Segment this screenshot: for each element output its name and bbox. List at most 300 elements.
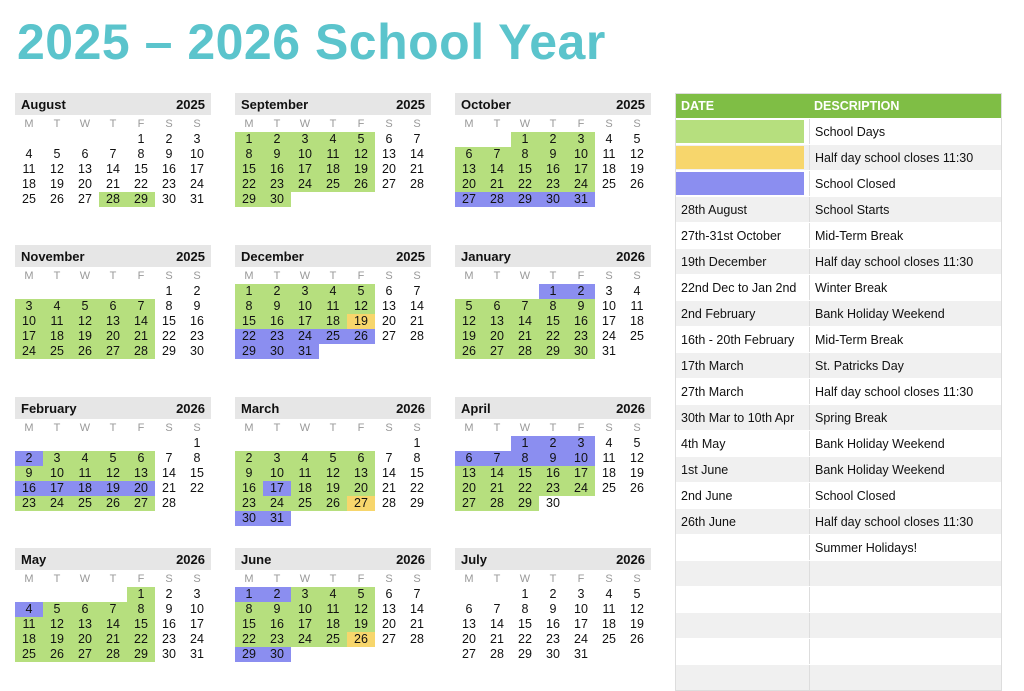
- weekday-label: T: [109, 117, 117, 130]
- day-cell: 29: [127, 192, 155, 207]
- day-cell: 22: [410, 481, 424, 495]
- empty-cell: [155, 436, 183, 451]
- legend-header-description: DESCRIPTION: [814, 99, 900, 113]
- day-cell: 30: [539, 192, 567, 207]
- day-cell: 6: [99, 299, 127, 314]
- month-name: October: [461, 96, 511, 112]
- day-cell: 1: [413, 436, 421, 450]
- day-cell: 17: [15, 329, 43, 344]
- day-cell: 11: [15, 617, 43, 632]
- day-cell: 30: [162, 647, 176, 661]
- event-description: Bank Holiday Weekend: [809, 431, 1001, 456]
- color-swatch: [676, 120, 804, 143]
- weekday-label: M: [24, 421, 34, 434]
- day-cell: 2: [263, 587, 291, 602]
- day-cell: 11: [71, 466, 99, 481]
- day-cell: 25: [43, 344, 71, 359]
- day-cell: 22: [235, 329, 263, 344]
- day-cell: 1: [193, 436, 201, 450]
- weekday-label: F: [137, 117, 145, 130]
- day-cell: 22: [511, 177, 539, 192]
- day-cell: 5: [347, 284, 375, 299]
- day-cell: 20: [382, 314, 396, 328]
- day-cell: 23: [263, 632, 291, 647]
- weekday-label: W: [519, 572, 531, 585]
- day-cell: 8: [521, 602, 529, 616]
- day-cell: 29: [127, 647, 155, 662]
- day-cell: 12: [99, 466, 127, 481]
- day-cell: 23: [539, 481, 567, 496]
- weekday-label: W: [79, 572, 91, 585]
- day-cell: 1: [235, 587, 263, 602]
- day-cell: 2: [567, 284, 595, 299]
- month-november: [15, 245, 211, 359]
- day-cell: 9: [549, 602, 557, 616]
- day-cell: 26: [71, 344, 99, 359]
- day-cell: 12: [50, 162, 64, 176]
- month-header: [455, 397, 651, 419]
- weekday-label: M: [24, 572, 34, 585]
- day-grid: [455, 436, 651, 511]
- day-cell: 15: [162, 314, 176, 328]
- day-cell: 5: [99, 451, 127, 466]
- weekday-label: T: [329, 572, 337, 585]
- event-date: 28th August: [681, 202, 748, 217]
- day-cell: 11: [43, 314, 71, 329]
- month-year: 2026: [616, 551, 645, 567]
- empty-cell: [43, 132, 71, 147]
- event-date: 27th-31st October: [681, 228, 782, 243]
- day-cell: 4: [291, 451, 319, 466]
- legend-key-row: [676, 118, 1001, 144]
- month-year: 2026: [396, 551, 425, 567]
- day-cell: 27: [71, 647, 99, 662]
- day-cell: 28: [410, 632, 424, 646]
- legend-event-row: [676, 560, 1001, 586]
- month-year: 2026: [616, 400, 645, 416]
- day-cell: 26: [630, 632, 644, 646]
- day-cell: 24: [602, 329, 616, 343]
- event-date: 1st June: [681, 462, 729, 477]
- weekday-label: F: [357, 421, 365, 434]
- event-description: School Starts: [809, 197, 1001, 222]
- day-cell: 19: [347, 162, 375, 177]
- day-cell: 18: [22, 177, 36, 191]
- day-cell: 30: [235, 511, 263, 526]
- empty-cell: [15, 284, 43, 299]
- day-cell: 7: [483, 451, 511, 466]
- day-cell: 18: [319, 314, 347, 329]
- weekday-label: T: [329, 421, 337, 434]
- day-cell: 17: [574, 617, 588, 631]
- day-cell: 22: [190, 481, 204, 495]
- month-header: [15, 245, 211, 267]
- empty-cell: [71, 132, 99, 147]
- day-cell: 29: [162, 344, 176, 358]
- weekday-row: [455, 115, 651, 132]
- day-cell: 27: [483, 344, 511, 359]
- day-cell: 20: [462, 632, 476, 646]
- day-cell: 25: [15, 647, 43, 662]
- day-cell: 3: [15, 299, 43, 314]
- day-grid: [15, 132, 211, 207]
- day-cell: 17: [190, 162, 204, 176]
- day-cell: 25: [602, 481, 616, 495]
- weekday-label: F: [357, 572, 365, 585]
- day-cell: 25: [22, 192, 36, 206]
- day-cell: 23: [235, 496, 263, 511]
- day-cell: 20: [455, 481, 483, 496]
- day-cell: 13: [483, 314, 511, 329]
- empty-cell: [263, 436, 291, 451]
- day-cell: 1: [521, 587, 529, 601]
- day-cell: 21: [127, 329, 155, 344]
- day-cell: 27: [455, 496, 483, 511]
- day-cell: 12: [71, 314, 99, 329]
- weekday-label: S: [413, 421, 421, 434]
- weekday-label: S: [165, 572, 173, 585]
- day-cell: 1: [235, 132, 263, 147]
- month-april: [455, 397, 651, 511]
- day-cell: 4: [25, 147, 33, 161]
- weekday-label: S: [193, 572, 201, 585]
- day-cell: 16: [567, 314, 595, 329]
- day-cell: 16: [162, 617, 176, 631]
- day-cell: 22: [235, 632, 263, 647]
- month-year: 2025: [176, 96, 205, 112]
- day-cell: 31: [190, 647, 204, 661]
- month-year: 2026: [396, 400, 425, 416]
- day-cell: 9: [235, 466, 263, 481]
- legend-event-row: [676, 638, 1001, 664]
- day-cell: 7: [413, 132, 421, 146]
- weekday-label: F: [577, 117, 585, 130]
- weekday-label: T: [549, 421, 557, 434]
- month-name: December: [241, 248, 304, 264]
- month-header: [15, 397, 211, 419]
- empty-cell: [483, 132, 511, 147]
- day-cell: 10: [291, 147, 319, 162]
- month-header: [455, 93, 651, 115]
- legend-event-row: [676, 326, 1001, 352]
- day-cell: 19: [99, 481, 127, 496]
- empty-cell: [455, 587, 483, 602]
- event-description: Half day school closes 11:30: [809, 249, 1001, 274]
- month-name: February: [21, 400, 77, 416]
- day-cell: 25: [630, 329, 644, 343]
- day-cell: 14: [382, 466, 396, 480]
- day-cell: 9: [193, 299, 201, 313]
- day-cell: 6: [455, 147, 483, 162]
- day-cell: 10: [190, 147, 204, 161]
- day-cell: 14: [410, 602, 424, 616]
- day-cell: 15: [127, 617, 155, 632]
- day-cell: 3: [567, 132, 595, 147]
- day-cell: 9: [165, 602, 173, 616]
- day-cell: 4: [605, 132, 613, 146]
- day-cell: 27: [127, 496, 155, 511]
- month-header: [235, 245, 431, 267]
- day-cell: 2: [539, 132, 567, 147]
- day-cell: 28: [511, 344, 539, 359]
- day-cell: 18: [71, 481, 99, 496]
- weekday-label: T: [549, 572, 557, 585]
- weekday-label: W: [519, 269, 531, 282]
- day-cell: 29: [235, 344, 263, 359]
- day-cell: 11: [602, 147, 616, 161]
- legend-event-row: [676, 378, 1001, 404]
- day-cell: 27: [99, 344, 127, 359]
- event-description: Half day school closes 11:30: [809, 379, 1001, 404]
- month-year: 2026: [176, 551, 205, 567]
- legend-event-row: [676, 248, 1001, 274]
- month-september: [235, 93, 431, 207]
- month-name: January: [461, 248, 511, 264]
- day-cell: 1: [511, 436, 539, 451]
- day-cell: 16: [263, 617, 291, 632]
- weekday-label: S: [633, 269, 641, 282]
- day-cell: 23: [263, 329, 291, 344]
- empty-cell: [127, 436, 155, 451]
- legend-key-label: School Days: [809, 119, 1001, 144]
- day-cell: 13: [71, 617, 99, 632]
- month-december: [235, 245, 431, 359]
- event-date: [676, 665, 809, 690]
- day-cell: 15: [134, 162, 148, 176]
- day-cell: 12: [347, 299, 375, 314]
- day-cell: 19: [630, 617, 644, 631]
- day-cell: 29: [539, 344, 567, 359]
- legend-event-row: [676, 404, 1001, 430]
- day-grid: [455, 587, 651, 662]
- day-cell: 9: [263, 147, 291, 162]
- event-description: Spring Break: [809, 405, 1001, 430]
- day-cell: 31: [263, 511, 291, 526]
- day-cell: 24: [291, 177, 319, 192]
- weekday-label: S: [413, 269, 421, 282]
- event-date: 17th March: [681, 358, 744, 373]
- day-cell: 13: [382, 147, 396, 161]
- day-cell: 21: [483, 481, 511, 496]
- day-cell: 13: [455, 162, 483, 177]
- day-cell: 7: [109, 147, 117, 161]
- day-cell: 26: [347, 329, 375, 344]
- day-cell: 5: [633, 436, 641, 450]
- empty-cell: [15, 436, 43, 451]
- day-cell: 30: [263, 192, 291, 207]
- day-cell: 26: [347, 177, 375, 192]
- day-cell: 6: [483, 299, 511, 314]
- event-date: 19th December: [681, 254, 767, 269]
- weekday-label: M: [244, 117, 254, 130]
- day-cell: 26: [50, 192, 64, 206]
- legend-swatch-cell: [676, 171, 809, 196]
- event-date: [676, 613, 809, 638]
- legend-key-label: School Closed: [809, 171, 1001, 196]
- day-cell: 28: [382, 496, 396, 510]
- day-cell: 2: [549, 587, 557, 601]
- day-cell: 4: [319, 284, 347, 299]
- day-cell: 27: [382, 632, 396, 646]
- day-cell: 23: [162, 632, 176, 646]
- day-cell: 26: [319, 496, 347, 511]
- month-year: 2025: [396, 248, 425, 264]
- day-cell: 9: [567, 299, 595, 314]
- legend-event-row: [676, 586, 1001, 612]
- month-name: July: [461, 551, 488, 567]
- weekday-label: S: [385, 572, 393, 585]
- weekday-label: M: [244, 269, 254, 282]
- event-date: 2nd June: [681, 488, 733, 503]
- weekday-label: W: [299, 421, 311, 434]
- day-cell: 12: [319, 466, 347, 481]
- weekday-label: F: [137, 269, 145, 282]
- legend-event-row: [676, 300, 1001, 326]
- day-cell: 9: [263, 602, 291, 617]
- day-cell: 2: [263, 132, 291, 147]
- day-cell: 16: [263, 314, 291, 329]
- day-cell: 14: [99, 617, 127, 632]
- day-cell: 24: [190, 177, 204, 191]
- weekday-label: S: [605, 117, 613, 130]
- day-cell: 10: [574, 602, 588, 616]
- day-cell: 2: [193, 284, 201, 298]
- day-cell: 10: [190, 602, 204, 616]
- day-cell: 21: [410, 162, 424, 176]
- weekday-label: T: [549, 117, 557, 130]
- day-cell: 16: [539, 466, 567, 481]
- day-cell: 11: [22, 162, 36, 176]
- legend-table: [675, 93, 1002, 691]
- day-cell: 18: [15, 632, 43, 647]
- day-cell: 14: [511, 314, 539, 329]
- day-cell: 22: [511, 481, 539, 496]
- day-cell: 21: [99, 632, 127, 647]
- weekday-label: M: [464, 421, 474, 434]
- day-cell: 2: [539, 436, 567, 451]
- legend-key-row: [676, 170, 1001, 196]
- day-cell: 12: [630, 147, 644, 161]
- weekday-label: S: [633, 117, 641, 130]
- day-cell: 11: [319, 147, 347, 162]
- day-cell: 12: [630, 602, 644, 616]
- day-cell: 7: [483, 147, 511, 162]
- weekday-label: M: [244, 421, 254, 434]
- day-cell: 13: [382, 299, 396, 313]
- weekday-row: [235, 267, 431, 284]
- event-date: [676, 561, 809, 586]
- day-cell: 19: [347, 314, 375, 329]
- event-description: [809, 665, 1001, 690]
- day-cell: 29: [235, 647, 263, 662]
- weekday-label: T: [493, 421, 501, 434]
- weekday-row: [455, 570, 651, 587]
- day-cell: 15: [235, 617, 263, 632]
- day-cell: 30: [546, 496, 560, 510]
- day-cell: 29: [511, 496, 539, 511]
- event-description: [809, 639, 1001, 664]
- month-name: November: [21, 248, 85, 264]
- day-cell: 14: [127, 314, 155, 329]
- day-cell: 28: [99, 647, 127, 662]
- day-cell: 26: [630, 481, 644, 495]
- event-description: Mid-Term Break: [809, 223, 1001, 248]
- day-cell: 7: [99, 602, 127, 617]
- day-cell: 19: [630, 162, 644, 176]
- day-cell: 4: [15, 602, 43, 617]
- weekday-label: M: [464, 269, 474, 282]
- day-cell: 11: [602, 451, 616, 465]
- weekday-label: W: [299, 269, 311, 282]
- day-cell: 26: [347, 632, 375, 647]
- event-description: St. Patricks Day: [809, 353, 1001, 378]
- day-cell: 8: [235, 299, 263, 314]
- day-cell: 15: [518, 617, 532, 631]
- day-cell: 29: [410, 496, 424, 510]
- day-cell: 17: [567, 466, 595, 481]
- day-cell: 28: [410, 177, 424, 191]
- empty-cell: [99, 284, 127, 299]
- empty-cell: [15, 587, 43, 602]
- day-cell: 4: [319, 132, 347, 147]
- weekday-label: S: [633, 421, 641, 434]
- weekday-label: M: [24, 269, 34, 282]
- day-cell: 20: [455, 177, 483, 192]
- event-date: 27th March: [681, 384, 744, 399]
- day-cell: 19: [455, 329, 483, 344]
- day-cell: 8: [137, 147, 145, 161]
- weekday-row: [15, 267, 211, 284]
- weekday-label: S: [605, 572, 613, 585]
- day-cell: 26: [630, 177, 644, 191]
- day-cell: 20: [78, 177, 92, 191]
- weekday-label: F: [137, 421, 145, 434]
- day-cell: 6: [385, 587, 393, 601]
- month-name: August: [21, 96, 66, 112]
- weekday-label: S: [165, 269, 173, 282]
- day-cell: 27: [455, 192, 483, 207]
- weekday-label: W: [79, 421, 91, 434]
- day-cell: 17: [291, 314, 319, 329]
- month-name: May: [21, 551, 47, 567]
- day-cell: 22: [162, 329, 176, 343]
- day-cell: 18: [602, 617, 616, 631]
- day-cell: 4: [605, 587, 613, 601]
- day-cell: 18: [602, 162, 616, 176]
- day-cell: 15: [539, 314, 567, 329]
- empty-cell: [43, 436, 71, 451]
- day-cell: 8: [127, 602, 155, 617]
- day-cell: 28: [410, 329, 424, 343]
- weekday-row: [15, 419, 211, 436]
- weekday-row: [235, 419, 431, 436]
- day-cell: 24: [190, 632, 204, 646]
- weekday-label: S: [193, 269, 201, 282]
- empty-cell: [483, 284, 511, 299]
- day-cell: 4: [605, 436, 613, 450]
- day-cell: 20: [71, 632, 99, 647]
- event-date: [676, 535, 809, 560]
- day-cell: 8: [193, 451, 201, 465]
- day-cell: 5: [319, 451, 347, 466]
- day-cell: 8: [165, 299, 173, 313]
- legend-body: [676, 118, 1001, 690]
- day-grid: [15, 436, 211, 511]
- legend-event-row: [676, 430, 1001, 456]
- day-cell: 2: [263, 284, 291, 299]
- weekday-label: S: [193, 421, 201, 434]
- day-cell: 24: [43, 496, 71, 511]
